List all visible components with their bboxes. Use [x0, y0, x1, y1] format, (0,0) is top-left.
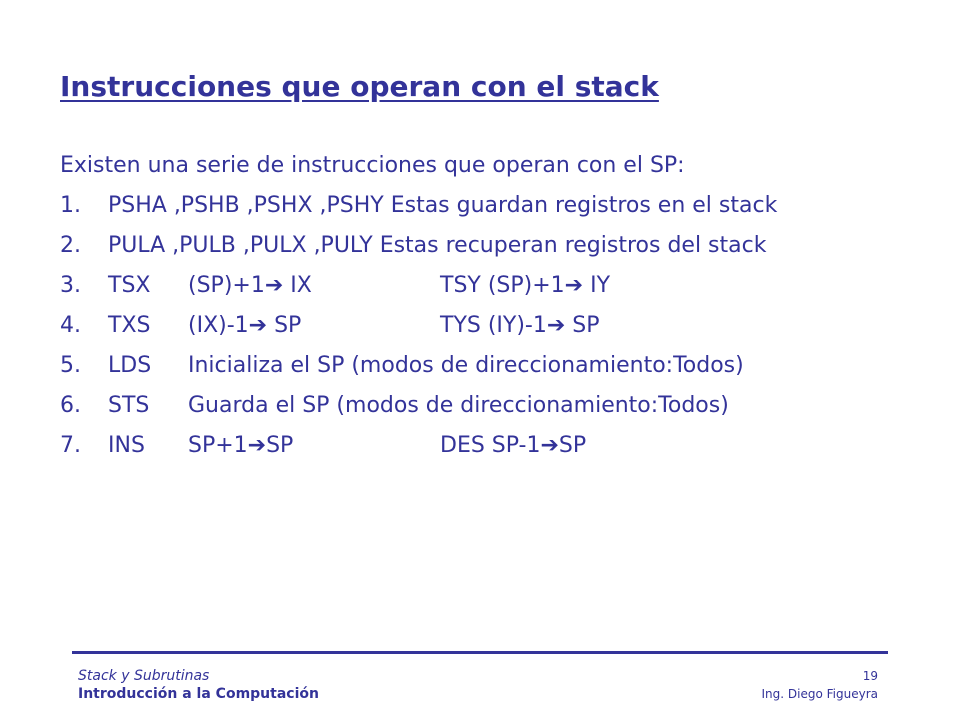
intro-text: Existen una serie de instrucciones que operan con el SP:: [60, 153, 685, 178]
item-text: PULA ,PULB ,PULX ,PULY Estas recuperan registros del stack: [108, 233, 767, 258]
instruction-operation: SP+1➔SP: [188, 433, 294, 458]
footer-left: [78, 667, 319, 703]
page-number: 19: [862, 669, 878, 683]
slide-title: Instrucciones que operan con el stack: [60, 70, 659, 103]
instruction-mnemonic: LDS: [108, 353, 152, 378]
instruction-pair: TYS (IY)-1➔ SP: [440, 313, 600, 338]
item-number: 7.: [60, 433, 81, 458]
item-number: 6.: [60, 393, 81, 418]
footer-right: [762, 667, 878, 703]
list-item: [60, 232, 900, 260]
footer-topic: Stack y Subrutinas: [78, 668, 210, 684]
list-item: [60, 392, 900, 420]
slide-body: [60, 152, 900, 472]
item-number: 4.: [60, 313, 81, 338]
list-item: [60, 352, 900, 380]
instruction-description: Inicializa el SP (modos de direccionamiento:Todos): [188, 353, 744, 378]
list-item: [60, 432, 900, 460]
footer-course: Introducción a la Computación: [78, 686, 319, 702]
list-item: [60, 192, 900, 220]
instruction-pair: DES SP-1➔SP: [440, 433, 587, 458]
item-text: PSHA ,PSHB ,PSHX ,PSHY Estas guardan registros en el stack: [108, 193, 778, 218]
instruction-operation: (IX)-1➔ SP: [188, 313, 302, 338]
instruction-mnemonic: STS: [108, 393, 150, 418]
instruction-mnemonic: TXS: [108, 313, 151, 338]
instruction-description: Guarda el SP (modos de direccionamiento:Todos): [188, 393, 729, 418]
list-item: [60, 312, 900, 340]
instruction-pair: TSY (SP)+1➔ IY: [440, 273, 611, 298]
item-number: 2.: [60, 233, 81, 258]
footer-divider: [72, 651, 888, 654]
instruction-mnemonic: TSX: [108, 273, 151, 298]
item-number: 3.: [60, 273, 81, 298]
footer-author: Ing. Diego Figueyra: [761, 687, 878, 701]
instruction-operation: (SP)+1➔ IX: [188, 273, 312, 298]
list-item: [60, 272, 900, 300]
item-number: 5.: [60, 353, 81, 378]
instruction-mnemonic: INS: [108, 433, 145, 458]
item-number: 1.: [60, 193, 81, 218]
